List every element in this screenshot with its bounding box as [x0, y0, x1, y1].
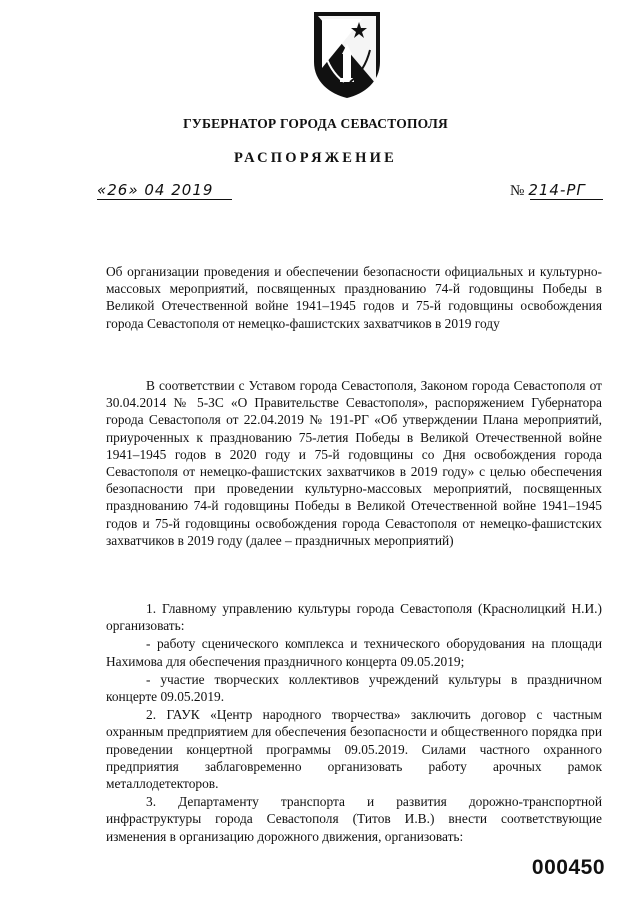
document-type-heading: РАСПОРЯЖЕНИЕ [233, 150, 398, 166]
number-underline [530, 199, 603, 200]
page-serial-number: 000450 [531, 856, 605, 879]
order-item: 2. ГАУК «Центр народного творчества» заключить договор с частным охранным предприятием для обеспечения безопасности и общественного порядка при проведении концертной программы 09.05.2019. Силами частного охранного предприятия заблаговременно организовать работу арочных рамок металлодетекторов. [106, 707, 602, 792]
preamble-text: В соответствии с Уставом города Севастополя, Законом города Севастополя от 30.04.2014 № 5-ЗС «О Правительстве Севастополя», распоряжением Губернатора города Севастополя от 22.04.2019 № 191-РГ «Об утверждении Плана мероприятий, приуроченных к празднованию 75-летия Победы в Великой Отечественной войне 1941–1945 годов в 2020 году и 75-й годовщины со Дня освобождения города Севастополя от немецко-фашистских захватчиков в 2019 году» с целью обеспечения безопасности при проведении культурно-массовых мероприятий, посвященных празднованию 74-й годовщины Победы в Великой Отечественной войне 1941–1945 годов и 75-й годовщины освобождения города Севастополя от немецко-фашистских захватчиков в 2019 году (далее – праздничных мероприятий) [106, 378, 602, 548]
order-items [106, 600, 602, 845]
order-item: 3. Департаменту транспорта и развития дорожно-транспортной инфраструктуры города Севастополя (Титов И.В.) внести соответствующие изменения в организацию дорожного движения, организовать: [106, 794, 602, 844]
document-number [510, 181, 586, 200]
order-item: - участие творческих коллективов учреждений культуры в праздничном концерте 09.05.2019. [106, 671, 602, 705]
number-prefix: № [510, 183, 525, 199]
date-underline [97, 199, 232, 200]
document-title [106, 263, 602, 332]
preamble [106, 377, 602, 549]
order-item: 1. Главному управлению культуры города Севастополя (Краснолицкий Н.И.) организовать: [106, 601, 602, 634]
sevastopol-coat-of-arms-icon [310, 10, 384, 100]
order-item: - работу сценического комплекса и технического оборудования на площади Нахимова для обеспечения праздничного концерта 09.05.2019; [106, 636, 602, 669]
number-value: 214-РГ [528, 181, 586, 199]
governor-heading: ГУБЕРНАТОР ГОРОДА СЕВАСТОПОЛЯ [183, 116, 448, 131]
document-date: «26» 04 2019 [97, 181, 214, 199]
title-text: Об организации проведения и обеспечении безопасности официальных и культурно-массовых мероприятий, посвященных празднованию 74-й годовщины Победы в Великой Отечественной войне 1941–1945 годов и 75-й годовщины освобождения города Севастополя от немецко-фашистских захватчиков в 2019 году [106, 264, 602, 331]
